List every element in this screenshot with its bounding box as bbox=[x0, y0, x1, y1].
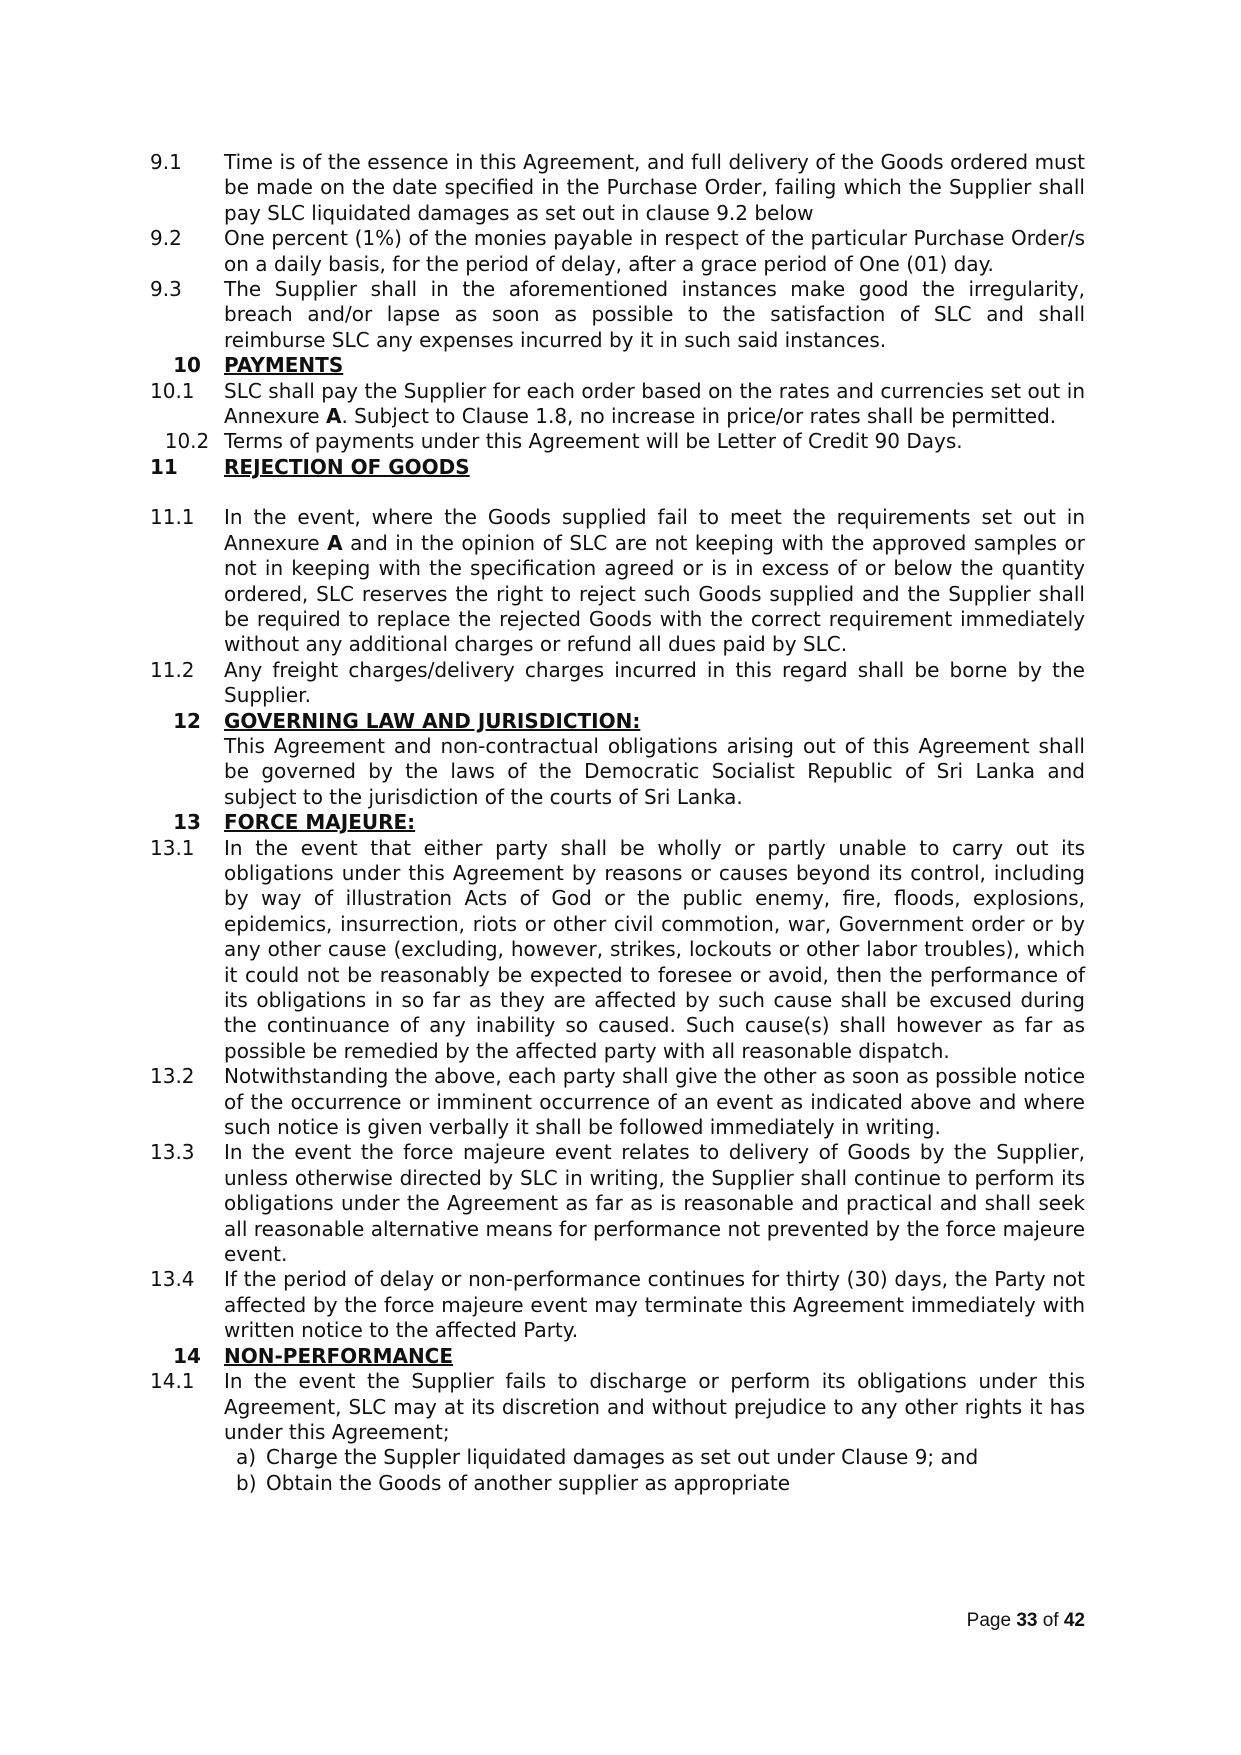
section-number: 12 bbox=[173, 708, 201, 733]
current-page: 33 bbox=[1016, 1610, 1038, 1631]
clause-text: If the period of delay or non-performance continues for thirty (30) days, the Party not affected by the force majeure event may terminate this Agreement immediately with written notice to the affected Party. bbox=[224, 1267, 1085, 1343]
section-number: 13 bbox=[173, 810, 201, 835]
clause-13-3 bbox=[150, 1140, 1085, 1267]
list-label: a) bbox=[236, 1445, 257, 1470]
clause-14-1 bbox=[150, 1369, 1085, 1445]
clauses-body bbox=[150, 150, 1085, 1496]
clause-13-2 bbox=[150, 1064, 1085, 1140]
clause-13-4 bbox=[150, 1267, 1085, 1343]
clause-11-2 bbox=[150, 658, 1085, 709]
page-number-footer: Page 33 of 42 bbox=[966, 1610, 1085, 1631]
section-number: 10 bbox=[173, 353, 201, 378]
clause-text: Time is of the essence in this Agreement, and full delivery of the Goods ordered must be made on the date specified in the Purchase Order, failing which the Supplier shall pay SLC liquidated damages as set out in clause 9.2 below bbox=[224, 150, 1085, 225]
section-title: NON-PERFORMANCE bbox=[224, 1343, 454, 1368]
clause-number: 11.1 bbox=[150, 505, 195, 530]
clause-text: In the event the Supplier fails to discharge or perform its obligations under this Agreement, SLC may at its discretion and without prejudice to any other rights it has under this Agreement; bbox=[224, 1369, 1085, 1444]
section-11-heading bbox=[150, 455, 1085, 480]
clause-10-2 bbox=[150, 429, 1085, 454]
clause-number: 9.2 bbox=[150, 226, 182, 251]
clause-number: 14.1 bbox=[150, 1369, 195, 1394]
clause-11-1 bbox=[150, 505, 1085, 657]
section-10-heading bbox=[150, 353, 1085, 378]
spacer bbox=[150, 480, 1085, 505]
clause-text: SLC shall pay the Supplier for each order based on the rates and currencies set out in Annexure A. Subject to Clause 1.8, no increase in price/or rates shall be permitted. bbox=[224, 378, 1085, 429]
clause-text: Notwithstanding the above, each party shall give the other as soon as possible notice of the occurrence or imminent occurrence of an event as indicated above and where such notice is given verbally it shall be followed immediately in writing. bbox=[224, 1064, 1085, 1140]
section-13-heading bbox=[150, 810, 1085, 835]
clause-text: One percent (1%) of the monies payable in respect of the particular Purchase Order/s on a daily basis, for the period of delay, after a grace period of One (01) day. bbox=[224, 226, 1085, 276]
total-pages: 42 bbox=[1063, 1610, 1085, 1631]
section-12-heading bbox=[150, 709, 1085, 734]
section-title: PAYMENTS bbox=[224, 353, 344, 378]
section-14-heading bbox=[150, 1344, 1085, 1369]
clause-9-3 bbox=[150, 277, 1085, 353]
clause-number: 9.3 bbox=[150, 277, 182, 302]
clause-text: In the event that either party shall be wholly or partly unable to carry out its obligations under this Agreement by reasons or causes beyond its control, including by way of illustration Acts of God or the public enemy, fire, floods, explosions, epidemics, insurrection, riots or other civil commotion, war, Government order or by any other cause (excluding, however, strikes, lockouts or other labor troubles), which it could not be reasonably be expected to foresee or avoid, then the performance of its obligations in so far as they are affected by such cause shall be excused during the continuance of any inability so caused. Such cause(s) shall however as far as possible be remedied by the affected party with all reasonable dispatch. bbox=[224, 835, 1085, 1063]
clause-number: 13.3 bbox=[150, 1140, 195, 1165]
section-12-paragraph bbox=[150, 734, 1085, 810]
clause-number: 13.4 bbox=[150, 1267, 195, 1292]
clause-10-1 bbox=[150, 379, 1085, 430]
section-title: FORCE MAJEURE: bbox=[224, 810, 416, 835]
section-title: GOVERNING LAW AND JURISDICTION: bbox=[224, 708, 641, 733]
list-label: b) bbox=[236, 1470, 257, 1495]
clause-text: This Agreement and non-contractual obligations arising out of this Agreement shall be governed by the laws of the Democratic Socialist Republic of Sri Lanka and subject to the jurisdiction of the courts of Sri Lanka. bbox=[224, 733, 1085, 809]
clause-13-1 bbox=[150, 836, 1085, 1065]
list-text: Charge the Suppler liquidated damages as set out under Clause 9; and bbox=[266, 1445, 979, 1470]
section-title: REJECTION OF GOODS bbox=[224, 454, 470, 479]
list-text: Obtain the Goods of another supplier as appropriate bbox=[266, 1470, 791, 1495]
clause-number: 11.2 bbox=[150, 657, 195, 682]
clause-number: 10.1 bbox=[150, 378, 195, 403]
clause-number: 10.2 bbox=[164, 429, 210, 454]
clause-text: Terms of payments under this Agreement will be Letter of Credit 90 Days. bbox=[224, 429, 963, 454]
clause-9-2 bbox=[150, 226, 1085, 277]
clause-number: 13.1 bbox=[150, 835, 195, 860]
section-number: 11 bbox=[150, 454, 178, 479]
clause-text: Any freight charges/delivery charges incurred in this regard shall be borne by the Supplier. bbox=[224, 657, 1085, 708]
clause-text: The Supplier shall in the aforementioned instances make good the irregularity, breach and/or lapse as soon as possible to the satisfaction of SLC and shall reimburse SLC any expenses incurred by it in such said instances. bbox=[224, 277, 1085, 352]
clause-14-1-item-a bbox=[150, 1445, 1085, 1470]
clause-text: In the event the force majeure event relates to delivery of Goods by the Supplier, unless otherwise directed by SLC in writing, the Supplier shall continue to perform its obligations under the Agreement as far as is reasonable and practical and shall seek all reasonable alternative means for performance not prevented by the force majeure event. bbox=[224, 1140, 1085, 1267]
clause-number: 13.2 bbox=[150, 1064, 195, 1089]
clause-9-1 bbox=[150, 150, 1085, 226]
clause-14-1-item-b bbox=[150, 1471, 1085, 1496]
clause-number: 9.1 bbox=[150, 150, 182, 174]
clause-text: In the event, where the Goods supplied fail to meet the requirements set out in Annexure A and in the opinion of SLC are not keeping with the approved samples or not in keeping with the specification agreed or is in excess of or below the quantity ordered, SLC reserves the right to reject such Goods supplied and the Supplier shall be required to replace the rejected Goods with the correct requirement immediately without any additional charges or refund all dues paid by SLC. bbox=[224, 505, 1085, 657]
section-number: 14 bbox=[173, 1343, 201, 1368]
